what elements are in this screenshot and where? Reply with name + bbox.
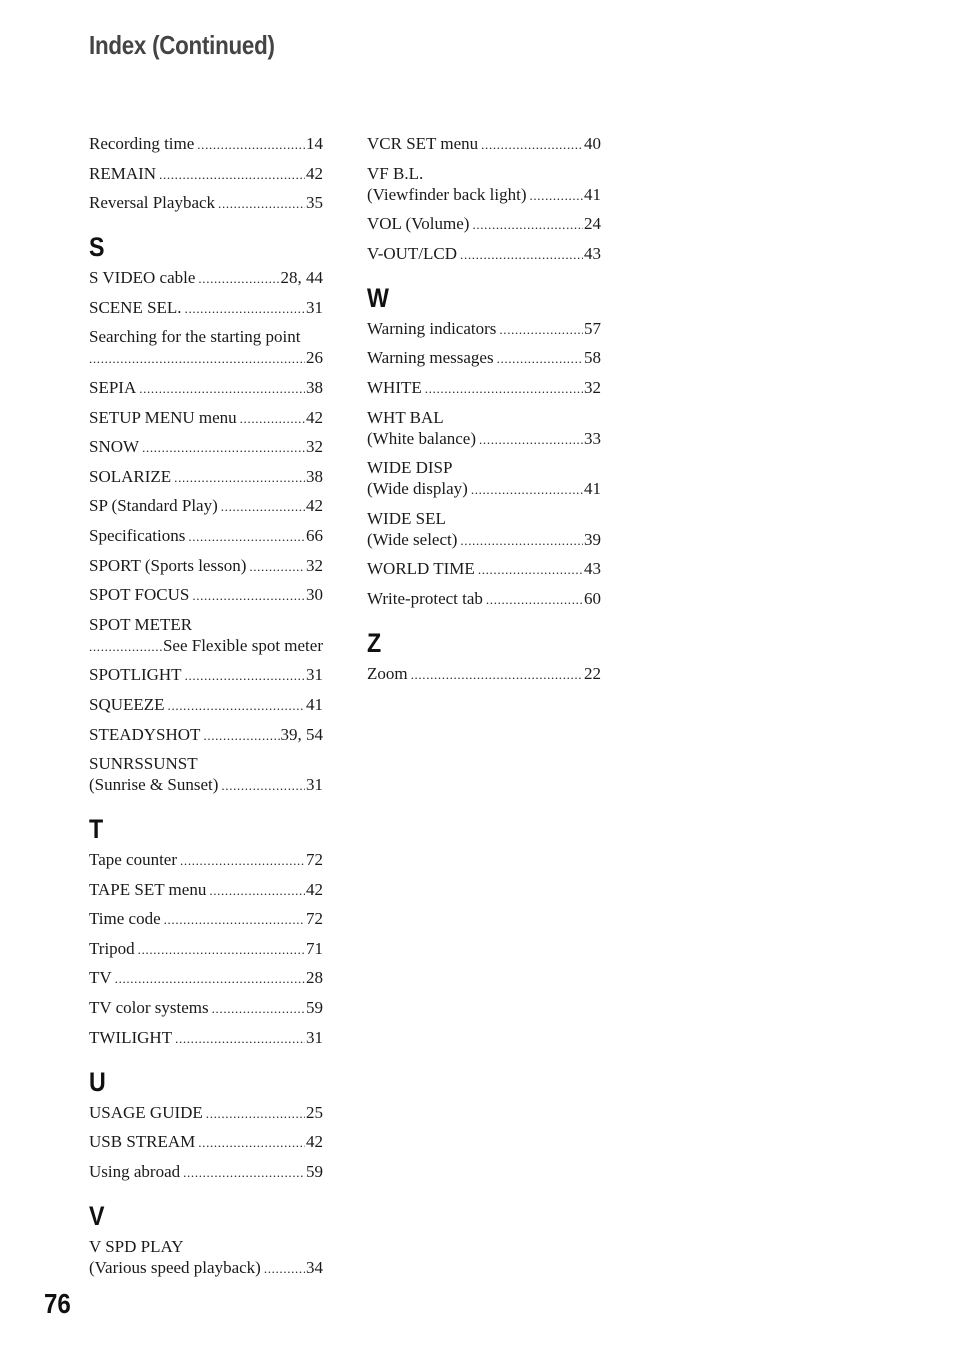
- dot-leader: [486, 588, 583, 610]
- dot-leader: [425, 377, 583, 399]
- entry-term: (Sunrise & Sunset): [89, 775, 219, 795]
- index-entry: [367, 133, 601, 155]
- index-entry: [89, 133, 323, 155]
- entry-term: WHITE: [367, 377, 422, 397]
- entry-term: SPOTLIGHT: [89, 665, 182, 685]
- index-section: [89, 814, 323, 1049]
- entry-term: SUNRSSUNST: [89, 754, 198, 774]
- dot-leader: [188, 525, 305, 547]
- entry-page: 42: [306, 879, 323, 899]
- index-entry: [367, 663, 601, 685]
- entry-term: Warning messages: [367, 348, 494, 368]
- entry-line: [89, 694, 323, 716]
- entry-page: 30: [306, 585, 323, 605]
- dot-leader: [221, 495, 305, 517]
- entry-line: [367, 347, 601, 369]
- entry-page: 24: [584, 214, 601, 234]
- entry-line: [89, 849, 323, 871]
- index-entry: [89, 1161, 323, 1183]
- dot-leader: [481, 133, 583, 155]
- entry-line: [89, 192, 323, 214]
- index-section: [89, 1201, 323, 1279]
- dot-leader: [115, 967, 305, 989]
- entry-term: SNOW: [89, 437, 140, 457]
- entry-term: Zoom: [367, 663, 408, 683]
- entry-page: 42: [306, 163, 323, 183]
- entry-term: Recording time: [89, 134, 195, 153]
- entry-line: [89, 1257, 323, 1279]
- dot-leader: [209, 879, 305, 901]
- entry-term: S VIDEO cable: [89, 268, 196, 288]
- index-entry: [89, 694, 323, 716]
- entry-line: [89, 466, 323, 488]
- entry-line: [367, 213, 601, 235]
- dot-leader: [139, 377, 305, 399]
- entry-page: 32: [306, 437, 323, 457]
- entry-page: 42: [306, 496, 323, 516]
- entry-page: 31: [306, 775, 323, 795]
- index-column-left: [89, 133, 323, 1297]
- entry-term: (Various speed playback): [89, 1257, 261, 1277]
- dot-leader: [164, 908, 305, 930]
- entry-line: [89, 724, 323, 746]
- index-entry: [367, 558, 601, 580]
- entry-term: Reversal Playback: [89, 193, 216, 213]
- entry-term: V SPD PLAY: [89, 1236, 184, 1256]
- dot-leader: [185, 664, 305, 686]
- entry-page: 28, 44: [280, 268, 323, 288]
- entry-page: 41: [584, 479, 601, 499]
- entry-term: TAPE SET menu: [89, 879, 207, 899]
- index-entry: [89, 1102, 323, 1124]
- dot-leader: [472, 213, 583, 235]
- dot-leader: [180, 849, 305, 871]
- entry-term: SCENE SEL.: [89, 297, 182, 317]
- entry-page: 71: [306, 938, 323, 958]
- dot-leader: [460, 529, 583, 551]
- entry-page: 39: [584, 529, 601, 549]
- entry-term: VF B.L.: [367, 163, 424, 183]
- page-number: 76: [44, 1288, 71, 1319]
- dot-leader: [138, 938, 305, 960]
- index-entry: [367, 588, 601, 610]
- entry-term: SEPIA: [89, 377, 137, 397]
- entry-line: [89, 163, 323, 185]
- entry-page: 34: [306, 1257, 323, 1277]
- index-section: [367, 133, 601, 265]
- dot-leader: [206, 1102, 305, 1124]
- index-entry: [89, 1236, 323, 1279]
- entry-page: 31: [306, 1027, 323, 1047]
- entry-term: WIDE DISP: [367, 458, 453, 478]
- dot-leader: [497, 347, 583, 369]
- dot-leader: [478, 558, 583, 580]
- entry-page: 43: [584, 559, 601, 579]
- entry-line: [89, 525, 323, 547]
- index-entry: [89, 614, 323, 657]
- entry-term: (Wide select): [367, 529, 458, 549]
- dot-leader: [192, 584, 305, 606]
- entry-term: Using abroad: [89, 1161, 181, 1181]
- entry-page: 14: [306, 134, 323, 153]
- dot-leader: [240, 407, 305, 429]
- entry-page: 22: [584, 663, 601, 683]
- dot-leader: [479, 428, 583, 450]
- entry-page: 38: [306, 377, 323, 397]
- dot-leader: [198, 267, 279, 289]
- index-entry: [89, 267, 323, 289]
- entry-line: [89, 967, 323, 989]
- entry-line: [367, 318, 601, 340]
- dot-leader: [89, 347, 305, 369]
- entry-term: Write-protect tab: [367, 588, 483, 608]
- index-entry: [89, 938, 323, 960]
- entry-term: Tape counter: [89, 850, 178, 870]
- entry-page: 41: [584, 184, 601, 204]
- entry-line: [89, 555, 323, 577]
- index-entry: [89, 192, 323, 214]
- entry-line: [89, 347, 323, 369]
- entry-page: 26: [306, 348, 323, 368]
- entry-term: VCR SET menu: [367, 134, 479, 153]
- index-entry: [89, 407, 323, 429]
- index-entry: [89, 1027, 323, 1049]
- dot-leader: [529, 184, 583, 206]
- index-entry: [89, 163, 323, 185]
- entry-page: 32: [584, 377, 601, 397]
- index-section: [89, 1067, 323, 1183]
- entry-term: SOLARIZE: [89, 466, 172, 486]
- entry-line: [367, 478, 601, 500]
- section-letter: V: [89, 1200, 105, 1231]
- entry-term: SPORT (Sports lesson): [89, 555, 247, 575]
- entry-page: 33: [584, 428, 601, 448]
- entry-page: 31: [306, 297, 323, 317]
- entry-term: SPOT METER: [89, 614, 193, 634]
- entry-term: (Viewfinder back light): [367, 184, 527, 204]
- entry-page: 32: [306, 555, 323, 575]
- entry-term: (White balance): [367, 428, 477, 448]
- entry-line: [89, 407, 323, 429]
- index-entry: [367, 163, 601, 206]
- index-entry: [89, 724, 323, 746]
- entry-page: 39, 54: [280, 724, 323, 744]
- index-entry: [89, 997, 323, 1019]
- entry-line: [89, 774, 323, 796]
- dot-leader: [460, 243, 583, 265]
- index-entry: [367, 213, 601, 235]
- index-entry: [367, 508, 601, 551]
- entry-line: [89, 879, 323, 901]
- entry-term: SP (Standard Play): [89, 496, 218, 516]
- index-entry: [89, 377, 323, 399]
- section-letter: S: [89, 232, 105, 263]
- entry-line: [89, 1027, 323, 1049]
- index-entry: [89, 849, 323, 871]
- index-entry: [89, 436, 323, 458]
- entry-line: [89, 997, 323, 1019]
- entry-page: 60: [584, 588, 601, 608]
- section-letter: Z: [367, 627, 382, 658]
- index-section: [367, 283, 601, 610]
- dot-leader: [411, 663, 583, 685]
- dot-leader: [183, 1161, 305, 1183]
- index-entry: [367, 243, 601, 265]
- entry-line: [89, 1102, 323, 1124]
- index-section: [89, 133, 323, 214]
- entry-term: V-OUT/LCD: [367, 243, 458, 263]
- entry-line: [89, 297, 323, 319]
- index-entry: [89, 326, 323, 369]
- entry-line: [367, 133, 601, 155]
- index-entry: [89, 753, 323, 796]
- entry-term: TWILIGHT: [89, 1027, 173, 1047]
- index-section: [89, 232, 323, 796]
- dot-leader: [198, 1131, 305, 1153]
- index-entry: [89, 555, 323, 577]
- entry-line: [367, 184, 601, 206]
- entry-term: Tripod: [89, 938, 135, 958]
- entry-page: 66: [306, 525, 323, 545]
- entry-term: REMAIN: [89, 163, 157, 183]
- entry-page: See Flexible spot meter: [162, 635, 323, 655]
- dot-leader: [168, 694, 305, 716]
- entry-page: 35: [306, 193, 323, 213]
- entry-line: [367, 529, 601, 551]
- entry-term: USAGE GUIDE: [89, 1102, 203, 1122]
- page-header: Index (Continued): [89, 30, 275, 60]
- index-entry: [89, 967, 323, 989]
- entry-page: 72: [306, 909, 323, 929]
- entry-line: [89, 495, 323, 517]
- entry-term: SPOT FOCUS: [89, 585, 190, 605]
- entry-page: 41: [306, 694, 323, 714]
- entry-line: [89, 938, 323, 960]
- entry-line: [367, 428, 601, 450]
- dot-leader: [218, 192, 305, 214]
- entry-line: [89, 1131, 323, 1153]
- index-entry: [367, 457, 601, 500]
- dot-leader: [159, 163, 305, 185]
- index-entry: [367, 347, 601, 369]
- entry-page: 28: [306, 968, 323, 988]
- entry-page: 31: [306, 665, 323, 685]
- entry-page: 72: [306, 850, 323, 870]
- entry-page: 42: [306, 1132, 323, 1152]
- index-section: [367, 628, 601, 685]
- entry-line: [89, 664, 323, 686]
- entry-term: USB STREAM: [89, 1132, 196, 1152]
- dot-leader: [471, 478, 583, 500]
- entry-term: WORLD TIME: [367, 559, 475, 579]
- entry-line: [89, 1161, 323, 1183]
- entry-page: 43: [584, 243, 601, 263]
- entry-line: [89, 377, 323, 399]
- entry-line: [89, 133, 323, 155]
- entry-line: [89, 267, 323, 289]
- dot-leader: [499, 318, 583, 340]
- entry-term: STEADYSHOT: [89, 724, 201, 744]
- dot-leader: [142, 436, 305, 458]
- index-column-right: [367, 133, 601, 703]
- entry-page: 25: [306, 1102, 323, 1122]
- index-entry: [89, 664, 323, 686]
- dot-leader: [212, 997, 305, 1019]
- section-letter: U: [89, 1066, 106, 1097]
- dot-leader: [249, 555, 305, 577]
- index-entry: [89, 584, 323, 606]
- entry-page: 59: [306, 998, 323, 1018]
- entry-term: TV color systems: [89, 998, 209, 1018]
- entry-page: 38: [306, 466, 323, 486]
- entry-page: 42: [306, 407, 323, 427]
- index-entry: [89, 908, 323, 930]
- entry-term: SQUEEZE: [89, 694, 165, 714]
- entry-term: Time code: [89, 909, 161, 929]
- entry-line: [367, 377, 601, 399]
- section-letter: W: [367, 282, 389, 313]
- entry-line: [367, 588, 601, 610]
- entry-line: [367, 243, 601, 265]
- entry-term: Searching for the starting point: [89, 327, 301, 347]
- section-letter: T: [89, 814, 104, 845]
- entry-page: 40: [584, 134, 601, 153]
- index-entry: [367, 318, 601, 340]
- index-entry: [89, 525, 323, 547]
- entry-term: WHT BAL: [367, 407, 444, 427]
- index-entry: [367, 377, 601, 399]
- dot-leader: [175, 1027, 305, 1049]
- entry-term: TV: [89, 968, 112, 988]
- entry-term: (Wide display): [367, 479, 468, 499]
- dot-leader: [203, 724, 279, 746]
- entry-line: [89, 584, 323, 606]
- entry-line: [89, 908, 323, 930]
- dot-leader: [221, 774, 305, 796]
- index-entry: [89, 1131, 323, 1153]
- entry-page: 59: [306, 1161, 323, 1181]
- entry-term: WIDE SEL: [367, 508, 446, 528]
- index-entry: [89, 879, 323, 901]
- dot-leader: [264, 1257, 305, 1279]
- entry-term: SETUP MENU menu: [89, 407, 237, 427]
- entry-term: Warning indicators: [367, 318, 497, 338]
- dot-leader: [174, 466, 305, 488]
- entry-line: [89, 635, 323, 657]
- entry-page: 57: [584, 318, 601, 338]
- index-entry: [89, 297, 323, 319]
- dot-leader: [197, 133, 305, 155]
- entry-line: [89, 436, 323, 458]
- entry-page: 58: [584, 348, 601, 368]
- index-entry: [89, 466, 323, 488]
- dot-leader: [185, 297, 305, 319]
- index-entry: [367, 407, 601, 450]
- entry-term: VOL (Volume): [367, 214, 470, 234]
- entry-line: [367, 558, 601, 580]
- entry-term: Specifications: [89, 525, 186, 545]
- dot-leader: [89, 635, 162, 657]
- entry-line: [367, 663, 601, 685]
- index-entry: [89, 495, 323, 517]
